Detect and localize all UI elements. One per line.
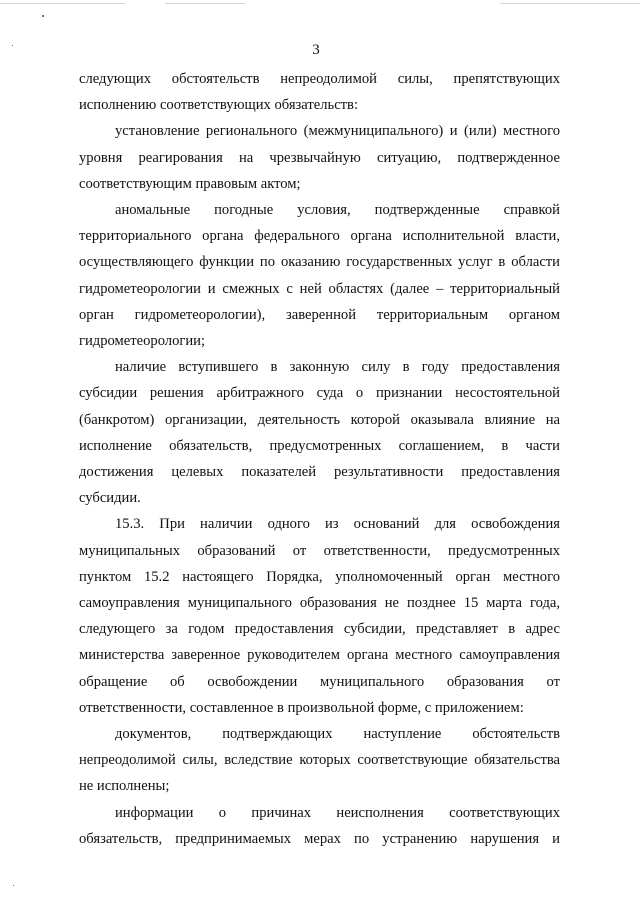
text-line: не исполнены; — [79, 778, 170, 795]
text-line: пунктом 15.2 настоящего Порядка, уполномоченный орган местного — [79, 568, 560, 585]
text-line: документов, подтверждающих наступление обстоятельств — [115, 726, 560, 743]
text-line: установление регионального (межмуниципального) и (или) местного — [115, 123, 560, 140]
paragraph — [79, 511, 560, 721]
text-line: гидрометеорологии и смежных с ней областях (далее – территориальный — [79, 280, 560, 297]
text-line: следующих обстоятельств непреодолимой силы, препятствующих — [79, 71, 560, 87]
paragraph — [79, 800, 560, 852]
text-line: орган гидрометеорологии), заверенной территориальным органом — [79, 306, 560, 323]
text-line: аномальные погодные условия, подтвержденные справкой — [115, 202, 560, 219]
text-line: осуществляющего функции по оказанию государственных услуг в области — [79, 254, 560, 271]
text-line: министерства заверенное руководителем органа местного самоуправления — [79, 647, 560, 664]
text-line: достижения целевых показателей результативности предоставления — [79, 464, 560, 481]
paragraph — [79, 354, 560, 511]
paragraph — [79, 197, 560, 354]
text-line: территориального органа федерального органа исполнительной власти, — [79, 228, 560, 245]
paragraph — [79, 66, 560, 118]
text-line: исполнение обязательств, предусмотренных соглашением, в части — [79, 437, 560, 454]
text-line: исполнению соответствующих обязательств: — [79, 97, 359, 114]
text-line: 15.3. При наличии одного из оснований для освобождения — [115, 516, 560, 533]
scan-artifact — [500, 3, 640, 4]
text-line: уровня реагирования на чрезвычайную ситуацию, подтвержденное — [79, 149, 560, 166]
text-line: самоуправления муниципального образования не позднее 15 марта года, — [79, 595, 560, 612]
scan-artifact — [165, 3, 245, 4]
text-line: ответственности, составленное в произвольной форме, с приложением: — [79, 699, 524, 716]
text-line: субсидии. — [79, 490, 141, 507]
scan-speck — [13, 885, 14, 886]
text-line: непреодолимой силы, вследствие которых соответствующие обязательства — [79, 752, 560, 769]
text-line: гидрометеорологии; — [79, 333, 206, 350]
text-line: субсидии решения арбитражного суда о признании несостоятельной — [79, 385, 560, 402]
text-line: обращение об освобождении муниципального образования от — [79, 673, 560, 690]
text-line: обязательств, предпринимаемых мерах по устранению нарушения и — [79, 830, 560, 847]
scan-artifact — [0, 3, 125, 4]
paragraph — [79, 118, 560, 197]
text-line: информации о причинах неисполнения соответствующих — [115, 804, 560, 821]
text-line: муниципальных образований от ответственности, предусмотренных — [79, 542, 560, 559]
text-line: (банкротом) организации, деятельность которой оказывала влияние на — [79, 411, 560, 428]
scan-speck — [42, 15, 44, 17]
text-line: соответствующим правовым актом; — [79, 175, 301, 192]
page-number: 3 — [312, 42, 320, 58]
text-line: следующего за годом предоставления субсидии, представляет в адрес — [79, 621, 560, 638]
body-text — [79, 66, 560, 852]
paragraph — [79, 721, 560, 800]
text-line: наличие вступившего в законную силу в году предоставления — [115, 359, 560, 376]
